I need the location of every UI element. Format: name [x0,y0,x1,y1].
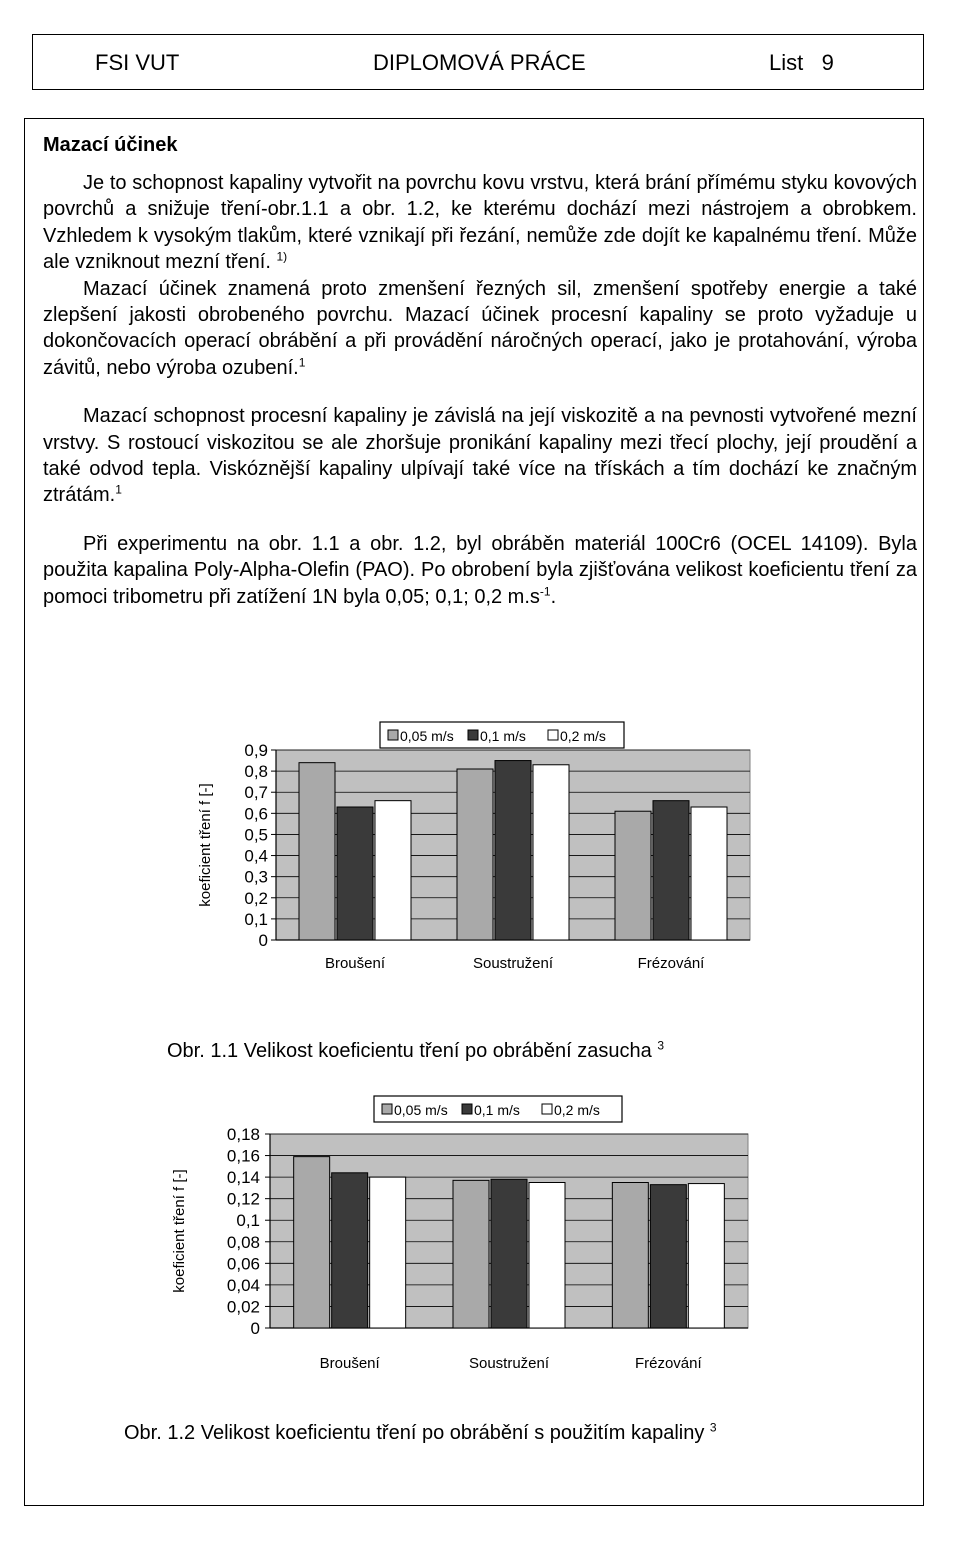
paragraph-2-text: Mazací účinek znamená proto zmenšení řezných sil, zmenšení spotřeby energie a také zlepšení jakosti obrobeného povrchu. Mazací účinek procesní kapaliny se proto vyžaduje u dokončovacích operací obrábění a při provádění náročných operací, jako je protahování, výroba závitů, nebo výroba ozubení. [43,277,917,379]
y-tick-label: 0,1 [244,909,268,929]
bar-1 [457,769,493,940]
paragraph-4-text: Při experimentu na obr. 1.1 a obr. 1.2, byl obráběn materiál 100Cr6 (OCEL 14109). Byla použita kapalina Poly-Alpha-Olefin (PAO). Po obrobení byla zjišťována velikost koeficientu tření za pomoci tribometru při zatížení 1N byla 0,05; 0,1; 0,2 m.s [43,532,917,608]
chart-dry-machining [180,718,760,980]
y-tick-label: 0,16 [226,1146,260,1166]
caption-1-ref: 3 [657,1038,664,1053]
paragraph-3-text: Mazací schopnost procesní kapaliny je závislá na její viskozitě a na pevnosti vytvořené mezní vrstvy. S rostoucí viskozitou se ale zhoršuje pronikání kapaliny mezi třecí plochy, její proudění a také odvod tepla. Viskóznější kapaliny ulpívají také více na třískách a tím dochází ke značným ztrátám. [43,405,917,507]
paragraph-4-tail: . [550,585,557,608]
y-tick-label: 0,06 [226,1254,260,1274]
legend-label: 0,05 m/s [394,1102,448,1118]
bar-1 [612,1183,648,1329]
category-label: Soustružení [468,1355,550,1372]
bar-2 [653,801,689,940]
paragraph-1 [43,170,917,276]
bar-3 [375,801,411,940]
bar-3 [691,807,727,940]
footnote-ref: 1) [276,249,288,264]
y-tick-label: 0,6 [244,804,268,824]
y-axis-label: koeficient tření f [-] [197,783,214,907]
paragraph-3 [43,403,917,509]
legend-label: 0,2 m/s [560,728,606,744]
y-tick-label: 0 [250,1319,260,1338]
y-tick-label: 0,8 [244,762,268,782]
legend-swatch [462,1104,472,1114]
y-axis-label: koeficient tření f [-] [171,1169,188,1293]
bar-2 [337,807,373,940]
legend-swatch [388,730,398,740]
bar-1 [299,763,335,940]
legend-label: 0,1 m/s [480,728,526,744]
paragraph-1-text: Je to schopnost kapaliny vytvořit na povrchu kovu vrstvu, která brání přímému styku kovových povrchů a snižuje tření-obr.1.1 a obr. 1.2, ke kterému dochází mezi nástrojem a obrobkem. Vzhledem k vysokým tlakům, které vznikají při řezání, nemůže zde dojít ke kapalnému tření. Může ale vzniknout mezní tření. [43,172,917,274]
y-tick-label: 0,04 [226,1275,260,1295]
category-label: Broušení [324,955,386,972]
bar-2 [491,1179,527,1328]
page-content [43,132,917,632]
paragraph-4 [43,531,917,610]
footnote-ref: -1 [539,584,551,599]
header-document-type: DIPLOMOVÁ PRÁCE [373,50,586,75]
y-tick-label: 0,9 [244,741,268,760]
header-institution: FSI VUT [95,50,180,75]
y-tick-label: 0,08 [226,1232,260,1252]
category-label: Frézování [634,1355,702,1372]
header-page-number: List 9 [769,50,834,75]
bar-1 [453,1180,489,1328]
y-tick-label: 0,02 [226,1297,260,1317]
bar-3 [529,1183,565,1329]
bar-3 [688,1184,724,1328]
y-tick-label: 0,3 [244,867,268,887]
legend-label: 0,1 m/s [474,1102,520,1118]
legend-label: 0,05 m/s [400,728,454,744]
category-label: Frézování [637,955,705,972]
y-tick-label: 0,5 [244,825,268,845]
category-label: Broušení [319,1355,380,1372]
y-tick-label: 0,12 [226,1189,260,1209]
chart-with-fluid [160,1090,760,1378]
legend-swatch [548,730,558,740]
legend-swatch [468,730,478,740]
y-tick-label: 0,1 [236,1211,260,1231]
y-tick-label: 0,14 [226,1168,260,1188]
bar-3 [533,765,569,940]
bar-2 [332,1173,368,1328]
footnote-ref: 1 [298,355,306,370]
y-tick-label: 0 [258,931,268,950]
y-tick-label: 0,18 [226,1125,260,1144]
caption-2-ref: 3 [709,1420,717,1435]
legend-swatch [382,1104,392,1114]
paragraph-2 [43,276,917,382]
bar-3 [370,1177,406,1328]
footnote-ref: 1 [115,482,122,497]
bar-1 [294,1157,330,1328]
figure-caption-2 [124,1422,717,1445]
y-tick-label: 0,7 [244,783,268,803]
legend-swatch [542,1104,552,1114]
y-tick-label: 0,4 [244,846,268,866]
page-header [32,34,924,90]
caption-2-text: Obr. 1.2 Velikost koeficientu tření po obrábění s použitím kapaliny [124,1422,710,1444]
figure-caption-1 [167,1040,664,1063]
category-label: Soustružení [472,955,554,972]
y-tick-label: 0,2 [244,888,268,908]
bar-2 [650,1185,686,1328]
legend-label: 0,2 m/s [554,1102,600,1118]
caption-1-text: Obr. 1.1 Velikost koeficientu tření po obrábění zasucha [167,1040,658,1062]
bar-1 [615,811,651,940]
bar-2 [495,761,531,940]
section-title: Mazací účinek [43,134,178,156]
